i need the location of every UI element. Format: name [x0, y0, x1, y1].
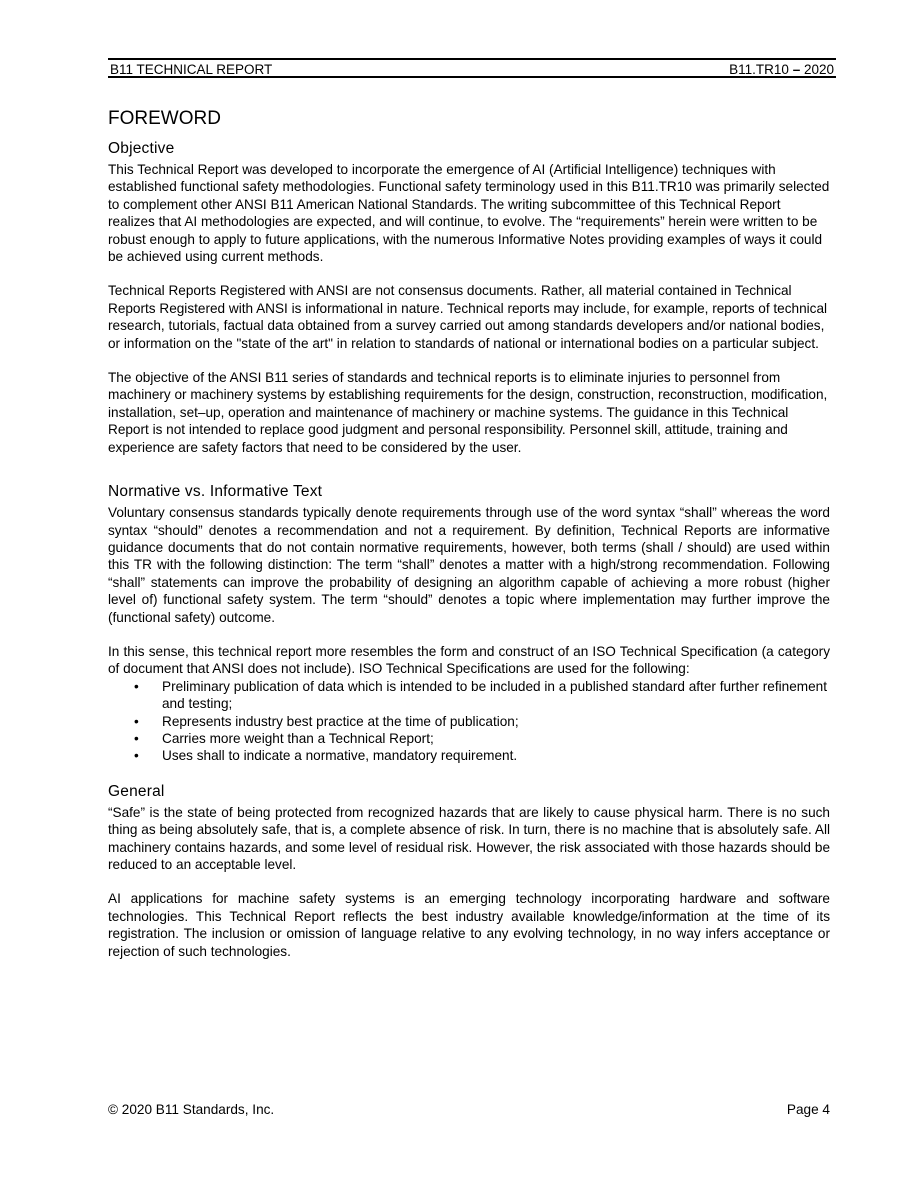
- section-normative: [108, 483, 830, 765]
- header-document-number: B11.TR10 – 2020: [729, 62, 834, 77]
- normative-paragraph-1: Voluntary consensus standards typically denote requirements through use of the word syntax “shall” whereas the word syntax “should” denotes a recommendation and not a requirement. By definition, Technical Reports are informative guidance documents that do not contain normative requirements, however, both terms (shall / should) are used within this TR with the following distinction: The term “shall” denotes a matter with a high/strong recommendation. Following “shall” statements can improve the probability of designing an algorithm capable of achieving a more robust (higher level of) functional safety system. The term “should” denotes a topic where implementation may further improve the (functional safety) outcome.: [108, 505, 830, 625]
- section-heading-objective: Objective: [108, 140, 175, 157]
- list-item: • Represents industry best practice at the time of publication;: [134, 713, 519, 729]
- list-item: • Uses shall to indicate a normative, mandatory requirement.: [134, 748, 518, 764]
- shall-keyword: shall: [196, 748, 225, 764]
- iso-spec-bullet-list: [108, 678, 830, 765]
- section-heading-normative: Normative vs. Informative Text: [108, 483, 323, 501]
- section-heading-general: General: [108, 782, 165, 800]
- page-header: [108, 58, 836, 78]
- section-objective: [108, 140, 830, 456]
- bullet-marker: •: [134, 730, 139, 746]
- footer-copyright: © 2020 B11 Standards, Inc.: [108, 1102, 275, 1117]
- header-report-title: B11 TECHNICAL REPORT: [110, 62, 273, 77]
- bullet-marker: •: [134, 748, 139, 764]
- page-body: [108, 108, 830, 977]
- bullet-marker: •: [134, 713, 139, 729]
- page-footer: [108, 1102, 830, 1117]
- list-item: • Preliminary publication of data which is intended to be included in a published standard after further refinement and testing;: [134, 678, 827, 712]
- general-paragraph-1: “Safe” is the state of being protected from recognized hazards that are likely to cause physical harm. There is no such thing as being absolutely safe, that is, a complete absence of risk. In turn, there is no machine that is absolutely safe. All machinery contains hazards, and some level of residual risk. However, the risk associated with those hazards should be reduced to an acceptable level.: [108, 804, 830, 872]
- objective-paragraph-2: Technical Reports Registered with ANSI are not consensus documents. Rather, all material contained in Technical Reports Registered with ANSI is informational in nature. Technical reports may include, for example, reports of technical research, tutorials, factual data obtained from a survey carried out among standards developers and/or national bodies, or information on the "state of the art" in relation to standards of national or international bodies on a particular subject.: [108, 283, 828, 351]
- normative-paragraph-2: In this sense, this technical report more resembles the form and construct of an ISO Technical Specification (a category of document that ANSI does not include). ISO Technical Specifications are used for the following:: [108, 643, 830, 677]
- page-title: FOREWORD: [108, 108, 221, 129]
- bullet-marker: •: [134, 678, 139, 694]
- section-general: [108, 783, 830, 960]
- list-item: • Carries more weight than a Technical Report;: [134, 730, 434, 746]
- general-paragraph-2: AI applications for machine safety systems is an emerging technology incorporating hardware and software technologies. This Technical Report reflects the best industry available knowledge/information at the time of its registration. The inclusion or omission of language relative to any evolving technology, in no way infers acceptance or rejection of such technologies.: [108, 891, 830, 959]
- footer-page-number: Page 4: [786, 1102, 830, 1117]
- objective-paragraph-3: The objective of the ANSI B11 series of standards and technical reports is to eliminate injuries to personnel from machinery or machinery systems by establishing requirements for the design, construction, reconstruction, modification, installation, set–up, operation and maintenance of machinery or machine systems. The guidance in this Technical Report is not intended to replace good judgment and personal responsibility. Personnel skill, attitude, training and experience are safety factors that need to be considered by the user.: [108, 370, 828, 455]
- objective-paragraph-1: This Technical Report was developed to incorporate the emergence of AI (Artificial Intelligence) techniques with established functional safety methodologies. Functional safety terminology used in this B11.TR10 was primarily selected to complement other ANSI B11 American National Standards. The writing subcommittee of this Technical Report realizes that AI methodologies are expected, and will continue, to evolve. The “requirements” herein were written to be robust enough to apply to future applications, with the numerous Informative Notes providing examples of ways it could be achieved using current methods.: [108, 162, 830, 265]
